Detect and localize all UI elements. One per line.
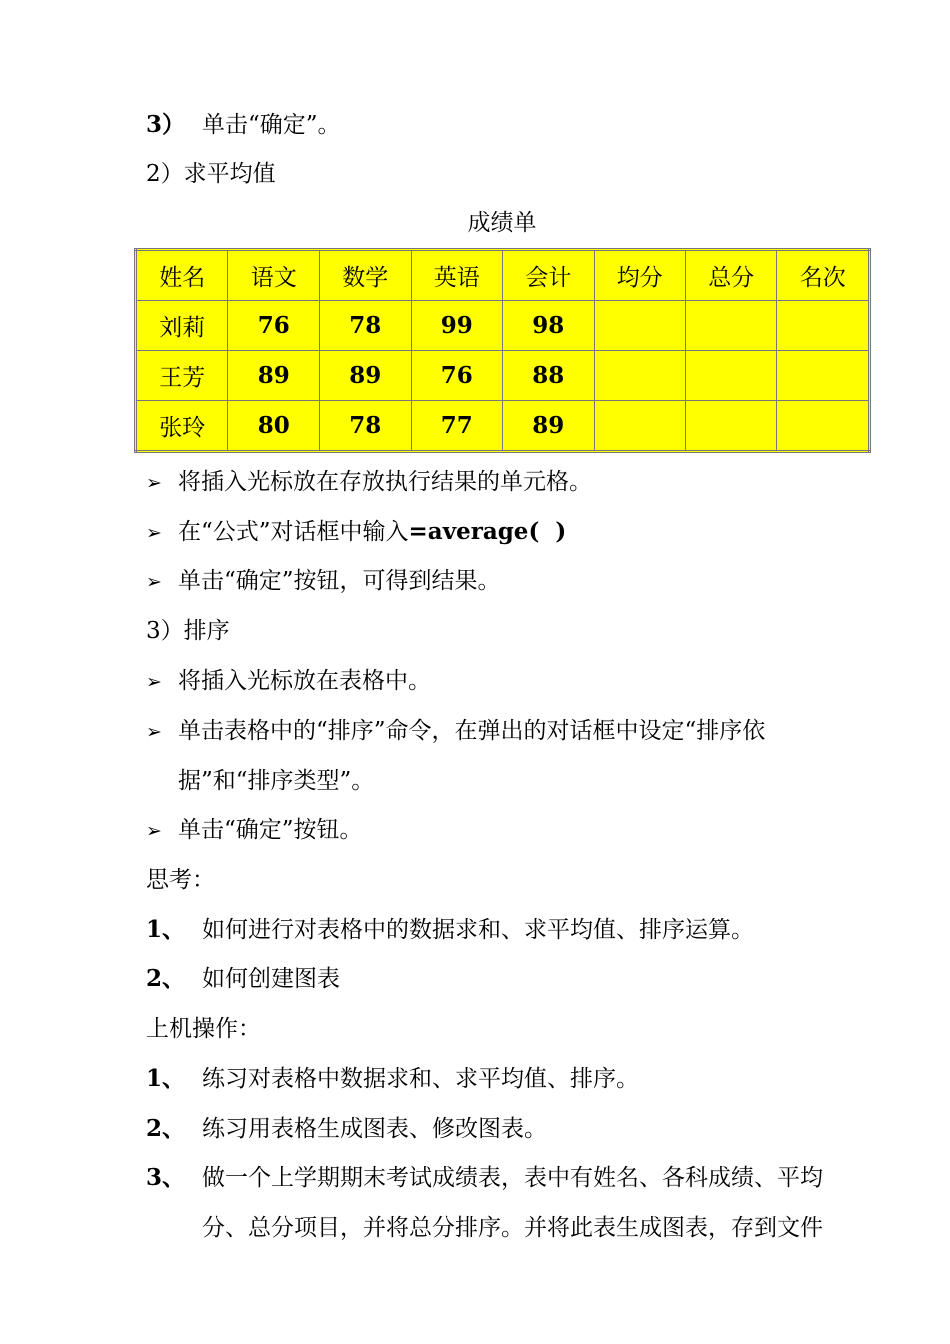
item-number: 3、 [146,1164,186,1191]
item-text: 做一个上学期期末考试成绩表，表中有姓名、各科成绩、平均 [202,1165,823,1191]
heading-sort: 3）排序 [146,618,230,644]
name-cell: 张玲 [136,401,228,452]
empty-cell [777,401,870,452]
score-cell: 99 [411,301,503,351]
score-cell: 80 [228,401,320,452]
arrow-bullet-icon: ➢ [146,671,162,693]
heading-average: 2）求平均值 [146,161,276,187]
item-number: 1、 [146,1065,186,1092]
list-item [146,1064,639,1094]
score-table [134,248,871,453]
header-cell: 数学 [319,250,411,301]
table-row [136,351,870,401]
empty-cell [594,401,685,452]
item-number: 2、 [146,965,186,992]
bullet-item [146,566,501,597]
item-text: 如何进行对表格中的数据求和、求平均值、排序运算。 [202,917,754,943]
bullet-text: 单击表格中的“排序”命令，在弹出的对话框中设定“排序依 [178,718,766,744]
bullet-text: 将插入光标放在表格中。 [178,668,431,694]
score-cell: 89 [228,351,320,401]
bullet-item [146,666,431,697]
empty-cell [686,351,777,401]
score-cell: 89 [503,401,595,452]
bullet-item [146,815,363,846]
bullet-text: 在“公式”对话框中输入 [178,519,409,545]
name-cell: 王芳 [136,351,228,401]
bullet-item [146,716,765,747]
arrow-bullet-icon: ➢ [146,721,162,743]
formula-text: =average( ) [408,518,567,545]
table-row [136,401,870,452]
item-text: 练习用表格生成图表、修改图表。 [202,1116,547,1142]
empty-cell [686,401,777,452]
heading-think: 思考： [146,867,215,893]
score-cell: 76 [228,301,320,351]
score-cell: 89 [319,351,411,401]
empty-cell [777,301,870,351]
name-cell: 刘莉 [136,301,228,351]
score-cell: 76 [411,351,503,401]
arrow-bullet-icon: ➢ [146,522,162,544]
table-header-row [136,250,870,301]
item-text: 如何创建图表 [202,966,340,992]
score-cell: 77 [411,401,503,452]
arrow-bullet-icon: ➢ [146,571,162,593]
list-item [146,915,754,945]
header-cell: 姓名 [136,250,228,301]
empty-cell [686,301,777,351]
item-text: 练习对表格中数据求和、求平均值、排序。 [202,1066,639,1092]
header-cell: 英语 [411,250,503,301]
header-cell: 总分 [686,250,777,301]
header-cell: 语文 [228,250,320,301]
score-cell: 78 [319,301,411,351]
score-cell: 88 [503,351,595,401]
item-number: 1、 [146,916,186,943]
arrow-bullet-icon: ➢ [146,820,162,842]
empty-cell [777,351,870,401]
bullet-text: 单击“确定”按钮。 [178,817,363,843]
bullet-text: 将插入光标放在存放执行结果的单元格。 [178,469,592,495]
list-item [146,1163,823,1193]
bullet-item [146,467,592,498]
empty-cell [594,301,685,351]
table-caption: 成绩单 [467,210,537,236]
step-3-line [146,110,341,140]
bullet-text: 单击“确定”按钮，可得到结果。 [178,568,501,594]
step-text: 单击“确定”。 [202,112,341,138]
step-number: 3） [146,111,186,138]
header-cell: 会计 [503,250,595,301]
list-item [146,964,340,994]
table-row [136,301,870,351]
header-cell: 均分 [594,250,685,301]
heading-practice: 上机操作： [146,1016,261,1042]
header-cell: 名次 [777,250,870,301]
list-item [146,1114,547,1144]
score-cell: 98 [503,301,595,351]
empty-cell [594,351,685,401]
arrow-bullet-icon: ➢ [146,472,162,494]
item-number: 2、 [146,1115,186,1142]
bullet-item [146,517,566,548]
bullet-text-continued: 据”和“排序类型”。 [178,768,375,794]
item-text-continued: 分、总分项目，并将总分排序。并将此表生成图表，存到文件 [202,1215,823,1241]
score-cell: 78 [319,401,411,452]
